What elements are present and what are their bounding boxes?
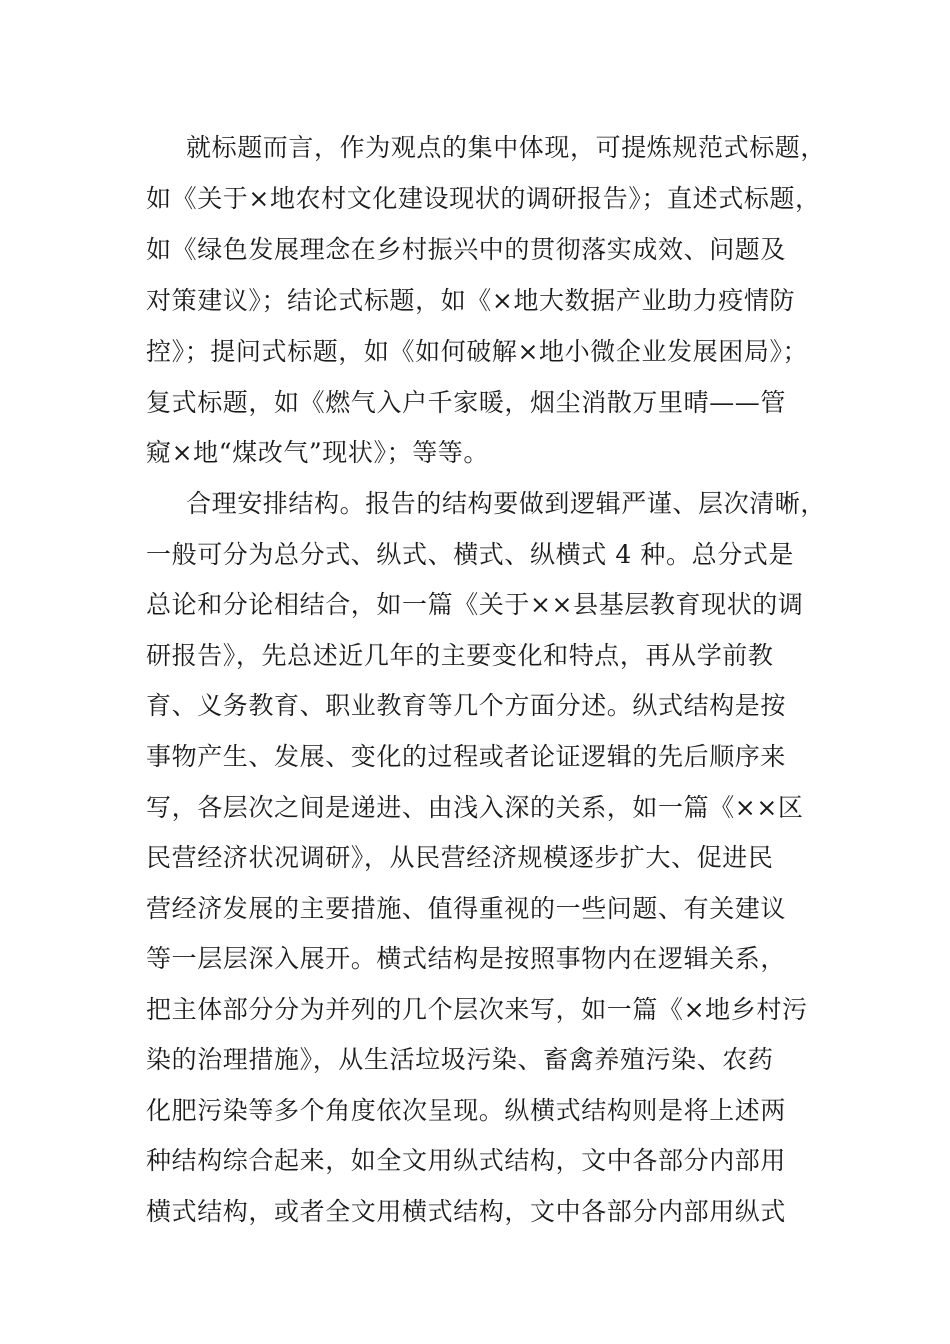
paragraph-2-line-12: 染的治理措施》，从生活垃圾污染、畜禽养殖污染、农药 bbox=[146, 1045, 774, 1074]
paragraph-2-line-9: 营经济发展的主要措施、值得重视的一些问题、有关建议 bbox=[146, 894, 787, 923]
paragraph-2-line-13: 化肥污染等多个角度依次呈现。纵横式结构则是将上述两 bbox=[146, 1096, 787, 1125]
paragraph-2-line-15: 横式结构，或者全文用横式结构，文中各部分内部用纵式 bbox=[146, 1197, 787, 1226]
paragraph-2-line-11: 把主体部分分为并列的几个层次来写，如一篇《×地乡村污 bbox=[146, 995, 808, 1024]
paragraph-2-line-10: 等一层层深入展开。横式结构是按照事物内在逻辑关系， bbox=[146, 944, 787, 973]
paragraph-1-line-1: 就标题而言，作为观点的集中体现，可提炼规范式标题， bbox=[186, 133, 827, 162]
paragraph-1-line-6: 复式标题，如《燃气入户千家暖，烟尘消散万里晴——管 bbox=[146, 388, 787, 417]
paragraph-1-line-2: 如《关于×地农村文化建设现状的调研报告》；直述式标题， bbox=[146, 184, 821, 213]
paragraph-2-line-8: 民营经济状况调研》，从民营经济规模逐步扩大、促进民 bbox=[146, 843, 774, 872]
paragraph-1-line-5: 控》；提问式标题，如《如何破解×地小微企业发展困局》； bbox=[146, 337, 809, 366]
paragraph-2-line-4: 研报告》，先总述近几年的主要变化和特点，再从学前教 bbox=[146, 641, 774, 670]
paragraph-2-line-5: 育、义务教育、职业教育等几个方面分述。纵式结构是按 bbox=[146, 691, 787, 720]
paragraph-2-line-14: 种结构综合起来，如全文用纵式结构，文中各部分内部用 bbox=[146, 1146, 787, 1175]
paragraph-1-line-7: 窥×地“煤改气”现状》；等等。 bbox=[146, 438, 490, 467]
paragraph-2-line-6: 事物产生、发展、变化的过程或者论证逻辑的先后顺序来 bbox=[146, 742, 787, 771]
paragraph-1-line-4: 对策建议》；结论式标题，如《×地大数据产业助力疫情防 bbox=[146, 286, 796, 315]
paragraph-2-line-2: 一般可分为总分式、纵式、横式、纵横式 4 种。总分式是 bbox=[146, 540, 795, 569]
paragraph-2-line-1: 合理安排结构。报告的结构要做到逻辑严谨、层次清晰， bbox=[186, 489, 827, 518]
paragraph-2-line-7: 写，各层次之间是递进、由浅入深的关系，如一篇《××区 bbox=[146, 793, 804, 822]
paragraph-2-line-3: 总论和分论相结合，如一篇《关于××县基层教育现状的调 bbox=[146, 590, 804, 619]
paragraph-1-line-3: 如《绿色发展理念在乡村振兴中的贯彻落实成效、问题及 bbox=[146, 235, 787, 264]
